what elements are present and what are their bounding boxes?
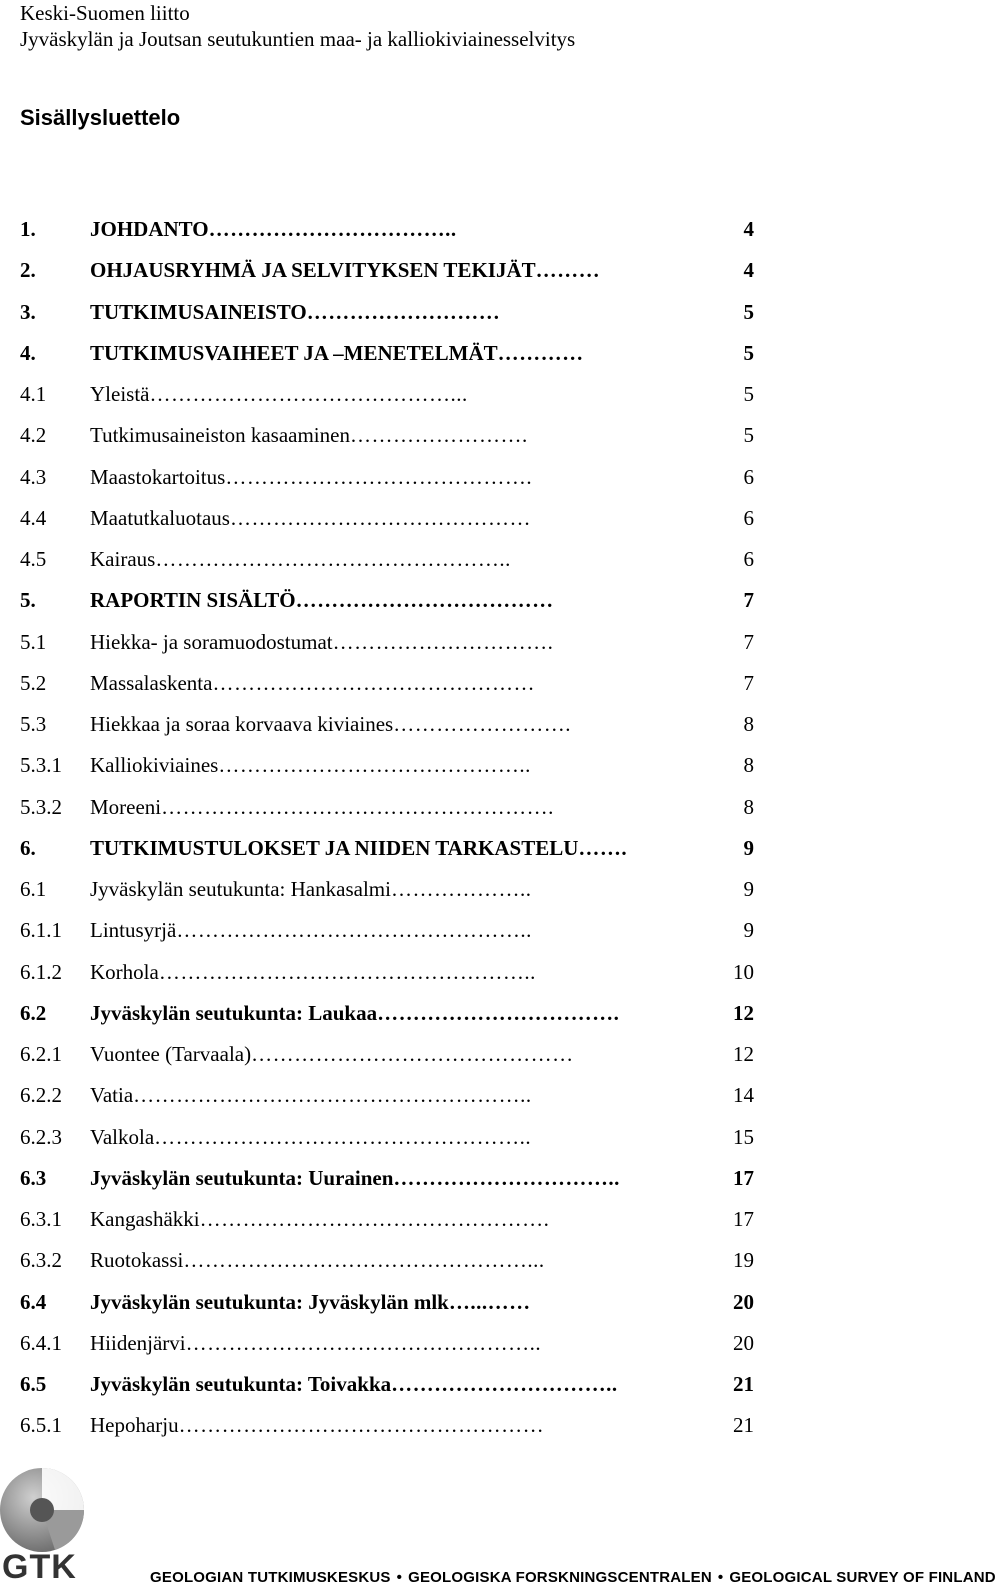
toc-entry (20, 1080, 770, 1121)
toc-entry-text: Tutkimusaineiston kasaaminen (90, 423, 350, 448)
toc-entry-number: 6.3 (20, 1165, 47, 1190)
footer-name-fi: GEOLOGIAN TUTKIMUSKESKUS (150, 1569, 391, 1586)
toc-entry-page: 5 (743, 340, 754, 365)
toc-entry-page: 21 (733, 1372, 754, 1396)
toc-entry-number: 5.2 (20, 670, 47, 695)
toc-entry-text-wrap (90, 503, 531, 533)
toc-entry-leader: ……………….. (390, 877, 532, 901)
toc-entry-page: 7 (743, 670, 754, 695)
header-organization: Keski-Suomen liitto (20, 1, 190, 25)
toc-entry-number: 6.3.2 (20, 1248, 62, 1273)
toc-entry-text: TUTKIMUSVAIHEET JA –MENETELMÄT (90, 340, 498, 365)
toc-entry (20, 915, 770, 956)
gtk-logo-text: GTK (2, 1548, 77, 1586)
toc-entry-leader: ……………………………………… (212, 670, 535, 695)
toc-entry-number: 6.1 (20, 877, 47, 901)
toc-entry-number: 6.3.1 (20, 1207, 62, 1231)
toc-entry-number: 5.3.1 (20, 753, 62, 778)
toc-entry-page: 5 (743, 299, 754, 324)
footer-separator: • (396, 1569, 403, 1586)
document-header (20, 0, 575, 52)
toc-entry-text: Lintusyrjä (90, 918, 177, 943)
toc-entry-number: 5.3 (20, 712, 47, 736)
toc-entry-page: 20 (733, 1330, 754, 1355)
toc-entry (20, 874, 770, 915)
toc-entry-leader: ……… (535, 258, 601, 283)
toc-entry-text: Jyväskylän seutukunta: Toivakka (90, 1372, 392, 1396)
toc-entry-page: 6 (743, 547, 754, 571)
toc-entry (20, 585, 770, 626)
toc-entry-page: 9 (743, 835, 754, 860)
toc-entry-number: 6.4.1 (20, 1330, 62, 1355)
toc-entry-number: 3. (20, 299, 36, 324)
toc-entry (20, 1163, 770, 1204)
toc-entry-text: TUTKIMUSTULOKSET JA NIIDEN TARKASTELU (90, 835, 579, 860)
toc-entry (20, 668, 770, 709)
toc-entry-text-wrap (90, 1080, 532, 1110)
toc-entry-text-wrap (90, 1039, 574, 1069)
table-of-contents (20, 214, 770, 1452)
toc-entry (20, 627, 770, 668)
toc-entry-number: 6.4 (20, 1289, 47, 1314)
toc-entry-text-wrap (90, 255, 600, 285)
toc-entry-text-wrap (90, 1328, 541, 1358)
toc-entry-text-wrap (90, 792, 554, 822)
toc-entry-text-wrap (90, 338, 584, 368)
footer-name-en: GEOLOGICAL SURVEY OF FINLAND (729, 1569, 996, 1586)
toc-entry (20, 1410, 770, 1451)
toc-entry-leader: ……………………………………. (225, 464, 533, 489)
toc-entry-leader: ……. (578, 835, 628, 860)
toc-entry-text: Kangashäkki (90, 1207, 200, 1231)
toc-entry-page: 8 (743, 712, 754, 736)
toc-entry-number: 5.3.2 (20, 794, 62, 819)
toc-entry-text-wrap (90, 1204, 549, 1234)
toc-entry-page: 12 (733, 1042, 754, 1066)
toc-entry-page: 7 (743, 629, 754, 654)
toc-entry-page: 9 (743, 918, 754, 943)
toc-entry-page: 10 (733, 959, 754, 984)
toc-entry-text-wrap (90, 544, 511, 574)
toc-entry-number: 4.5 (20, 547, 47, 571)
toc-entry-text: Massalaskenta (90, 670, 213, 695)
toc-entry (20, 1369, 770, 1410)
toc-entry (20, 1039, 770, 1080)
toc-entry-number: 6.2.1 (20, 1042, 62, 1066)
toc-entry-number: 6.2.3 (20, 1124, 62, 1149)
toc-entry-text: Hiidenjärvi (90, 1330, 186, 1355)
toc-entry-text-wrap (90, 1410, 544, 1440)
toc-entry (20, 709, 770, 750)
toc-entry-leader: …………………………………… (229, 505, 531, 530)
toc-entry (20, 998, 770, 1039)
toc-entry-page: 21 (733, 1413, 754, 1438)
toc-entry-leader: ……………………. (349, 423, 528, 448)
toc-entry-text: JOHDANTO (90, 217, 209, 241)
toc-entry-text: Hiekka- ja soramuodostumat (90, 629, 333, 654)
toc-entry (20, 750, 770, 791)
toc-entry-number: 6.5.1 (20, 1413, 62, 1438)
toc-entry-text: Kairaus (90, 547, 156, 571)
toc-entry-page: 8 (743, 753, 754, 778)
toc-entry-page: 6 (743, 464, 754, 489)
toc-entry-text: Maatutkaluotaus (90, 505, 230, 530)
toc-entry-text: TUTKIMUSAINEISTO (90, 299, 307, 324)
toc-entry-text-wrap (90, 1163, 620, 1193)
toc-entry-text: Vuontee (Tarvaala) (90, 1042, 252, 1066)
toc-entry-leader: ……………………………… (295, 588, 554, 613)
toc-entry (20, 1287, 770, 1328)
toc-entry (20, 1328, 770, 1369)
toc-entry-text: Jyväskylän seutukunta: Jyväskylän mlk (90, 1289, 449, 1314)
toc-entry-text: RAPORTIN SISÄLTÖ (90, 588, 296, 613)
toc-entry-leader: ……………………………………………….. (133, 1083, 532, 1108)
toc-entry-page: 17 (733, 1165, 754, 1190)
toc-entry-leader: ………………………….. (393, 1165, 620, 1190)
toc-entry-text: Jyväskylän seutukunta: Hankasalmi (90, 877, 391, 901)
toc-entry-text-wrap (90, 1287, 531, 1317)
toc-entry-number: 4.2 (20, 423, 47, 448)
toc-entry-leader: …………………………….. (208, 217, 457, 241)
toc-entry-leader: …………………………. (332, 629, 554, 654)
toc-entry (20, 1122, 770, 1163)
toc-entry (20, 379, 770, 420)
toc-entry-page: 4 (743, 258, 754, 283)
header-report-title: Jyväskylän ja Joutsan seutukuntien maa- ja kalliokiviainesselvitys (20, 27, 576, 51)
toc-entry-page: 20 (733, 1289, 754, 1314)
toc-entry-text-wrap (90, 1122, 531, 1152)
toc-entry-number: 6.1.1 (20, 918, 62, 943)
toc-entry-text-wrap (90, 420, 528, 450)
toc-entry-leader: …………………………………………….. (158, 959, 536, 984)
toc-entry-text-wrap (90, 214, 457, 244)
toc-entry-number: 6.5 (20, 1372, 47, 1396)
toc-entry-leader: …………………………………………. (199, 1207, 550, 1231)
toc-entry-leader: ……………………………………... (149, 382, 468, 406)
toc-entry-text: Maastokartoitus (90, 464, 226, 489)
toc-entry-leader: …………………………………………… (178, 1413, 545, 1438)
toc-entry (20, 462, 770, 503)
toc-entry-leader: …………………………………………….. (154, 1124, 532, 1149)
toc-entry-leader: ………………………………………….. (185, 1330, 542, 1355)
toc-entry-number: 1. (20, 217, 36, 241)
toc-entry-number: 2. (20, 258, 36, 283)
toc-entry-number: 5. (20, 588, 36, 613)
toc-entry-text: Jyväskylän seutukunta: Laukaa (90, 1000, 378, 1025)
toc-entry-text-wrap (90, 462, 532, 492)
toc-entry-text: Moreeni (90, 794, 162, 819)
toc-entry-number: 5.1 (20, 629, 47, 654)
toc-entry-text: Hepoharju (90, 1413, 179, 1438)
toc-entry-text: Valkola (90, 1124, 155, 1149)
toc-entry-text-wrap (90, 1245, 545, 1275)
toc-entry-text: Yleistä (90, 382, 150, 406)
toc-entry-page: 7 (743, 588, 754, 613)
toc-entry-leader: ………… (497, 340, 584, 365)
toc-entry-number: 4.4 (20, 505, 47, 530)
toc-entry (20, 420, 770, 461)
toc-entry-leader: …...…… (448, 1289, 531, 1314)
toc-entry-text-wrap (90, 627, 553, 657)
toc-entry (20, 1245, 770, 1286)
toc-entry-text: OHJAUSRYHMÄ JA SELVITYKSEN TEKIJÄT (90, 258, 536, 283)
toc-entry (20, 792, 770, 833)
toc-entry-leader: ………………………………………….. (155, 547, 511, 571)
toc-entry (20, 1204, 770, 1245)
toc-entry (20, 297, 770, 338)
toc-entry-text: Hiekkaa ja soraa korvaava kiviaines (90, 712, 394, 736)
toc-entry-number: 6. (20, 835, 36, 860)
toc-entry-number: 6.2.2 (20, 1083, 62, 1108)
toc-entry-page: 14 (733, 1083, 754, 1108)
toc-entry-page: 4 (743, 217, 754, 241)
toc-entry-page: 15 (733, 1124, 754, 1149)
toc-entry-text: Ruotokassi (90, 1248, 184, 1273)
toc-entry (20, 338, 770, 379)
toc-entry-text: Kalliokiviaines (90, 753, 219, 778)
footer-name-sv: GEOLOGISKA FORSKNINGSCENTRALEN (408, 1569, 712, 1586)
toc-entry-text-wrap (90, 1369, 618, 1399)
toc-entry (20, 544, 770, 585)
toc-entry (20, 255, 770, 296)
toc-entry-leader: ………………………….. (391, 1372, 618, 1396)
footer-agency-names (150, 1569, 996, 1586)
toc-entry-leader: ………………………………………………. (161, 794, 554, 819)
toc-entry-text-wrap (90, 833, 627, 863)
toc-entry-page: 12 (733, 1000, 754, 1025)
toc-entry-text-wrap (90, 874, 531, 904)
footer-separator: • (717, 1569, 724, 1586)
toc-entry-leader: …………………………………….. (218, 753, 531, 778)
toc-entry-page: 8 (743, 794, 754, 819)
toc-entry-text-wrap (90, 750, 531, 780)
toc-entry-page: 5 (743, 382, 754, 406)
toc-entry-leader: ……………………… (306, 299, 501, 324)
toc-entry (20, 503, 770, 544)
toc-entry-text-wrap (90, 709, 571, 739)
toc-entry-text: Jyväskylän seutukunta: Uurainen (90, 1165, 394, 1190)
toc-entry-number: 4.1 (20, 382, 47, 406)
toc-entry-text-wrap (90, 585, 554, 615)
toc-title: Sisällysluettelo (20, 105, 181, 130)
toc-entry-text-wrap (90, 668, 535, 698)
toc-entry-leader: ……………………. (393, 712, 571, 736)
toc-entry-page: 19 (733, 1248, 754, 1273)
toc-entry-text-wrap (90, 957, 536, 987)
toc-entry-number: 4. (20, 340, 36, 365)
toc-entry-text-wrap (90, 998, 619, 1028)
toc-entry-text-wrap (90, 297, 500, 327)
toc-entry (20, 214, 770, 255)
toc-entry-text: Korhola (90, 959, 159, 984)
toc-entry-page: 9 (743, 877, 754, 901)
toc-entry-text-wrap (90, 379, 468, 409)
toc-entry-leader: ……………………………………… (251, 1042, 574, 1066)
toc-entry-page: 5 (743, 423, 754, 448)
toc-entry (20, 957, 770, 998)
toc-entry-leader: …………………………………………... (183, 1248, 545, 1273)
toc-entry-leader: ………………………………………….. (176, 918, 532, 943)
toc-entry (20, 833, 770, 874)
toc-entry-text: Vatia (90, 1083, 134, 1108)
toc-entry-page: 17 (733, 1207, 754, 1231)
toc-entry-number: 6.2 (20, 1000, 47, 1025)
toc-entry-text-wrap (90, 915, 532, 945)
toc-entry-number: 6.1.2 (20, 959, 62, 984)
toc-entry-page: 6 (743, 505, 754, 530)
toc-entry-leader: ……………………………. (377, 1000, 620, 1025)
toc-entry-number: 4.3 (20, 464, 47, 489)
